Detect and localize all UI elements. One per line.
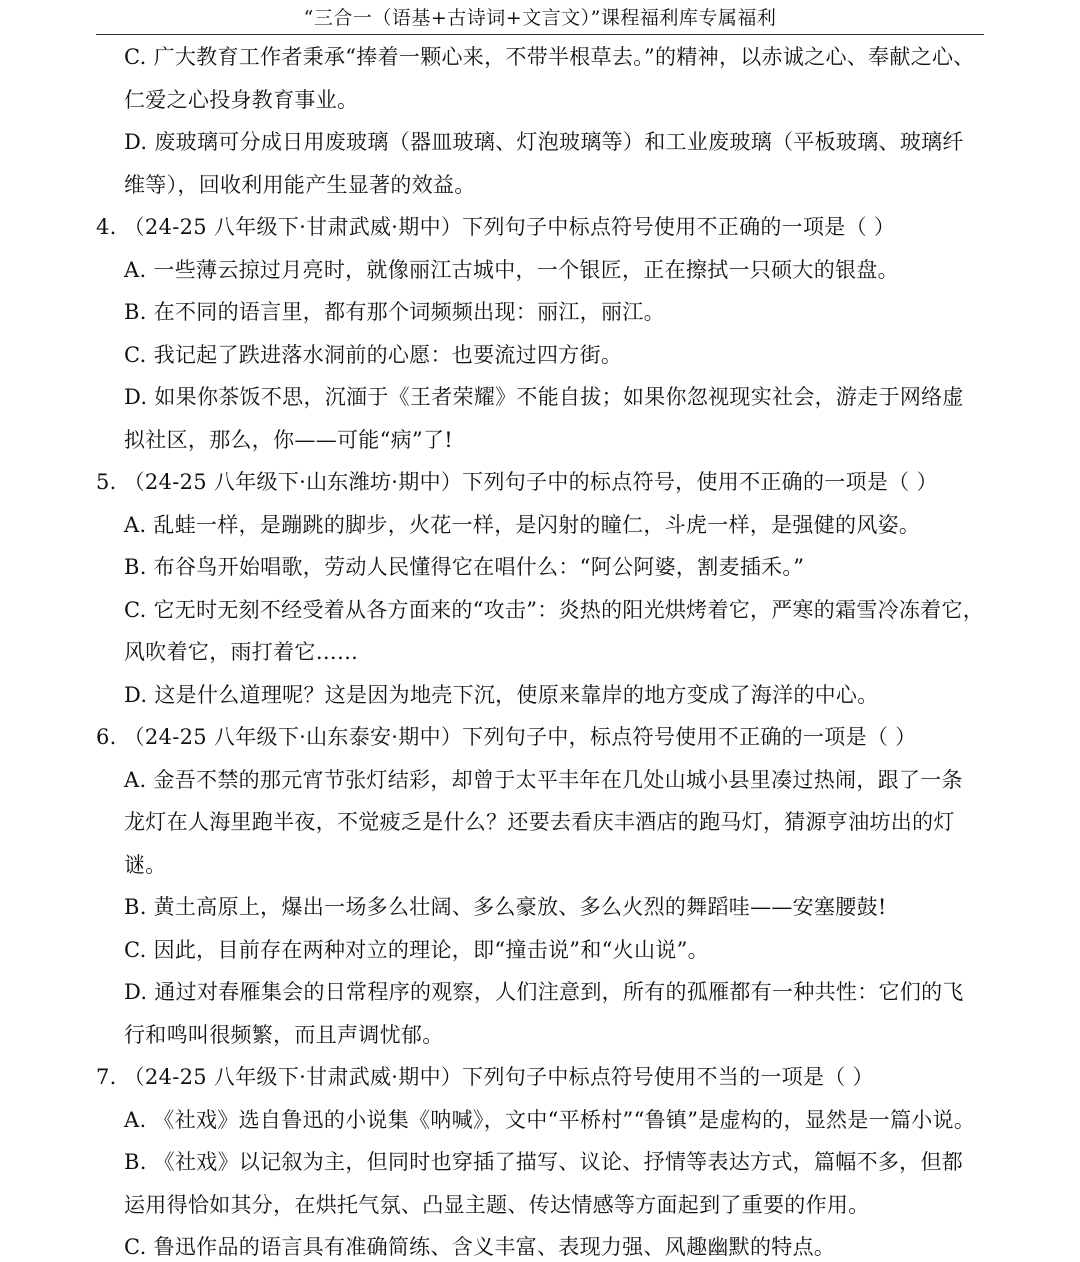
text-line: 仁爱之心投身教育事业。 xyxy=(124,88,359,112)
question-stem: 7. （24-25 八年级下·甘肃武威·期中）下列句子中标点符号使用不当的一项是（ ） xyxy=(96,1065,874,1089)
option-line: C. 因此，目前存在两种对立的理论，即“撞击说”和“火山说”。 xyxy=(124,938,709,962)
text-line: D. 废玻璃可分成日用废玻璃（器皿玻璃、灯泡玻璃等）和工业废玻璃（平板玻璃、玻璃纤 xyxy=(124,130,964,154)
option-line: C. 我记起了跌进落水洞前的心愿：也要流过四方街。 xyxy=(124,343,623,367)
option-line: C. 它无时无刻不经受着从各方面来的“攻击”：炎热的阳光烘烤着它，严寒的霜雪冷冻着它， xyxy=(124,598,985,622)
header-title: “三合一（语基+古诗词+文言文）”课程福利库专属福利 xyxy=(303,7,777,29)
option-line: D. 如果你茶饭不思，沉湎于《王者荣耀》不能自拔；如果你忽视现实社会，游走于网络虚 xyxy=(124,385,964,409)
option-line: C. 鲁迅作品的语言具有准确简练、含义丰富、表现力强、风趣幽默的特点。 xyxy=(124,1235,836,1259)
text-line: 维等），回收利用能产生显著的效益。 xyxy=(124,173,476,197)
option-line: D. 这是什么道理呢？这是因为地壳下沉，使原来靠岸的地方变成了海洋的中心。 xyxy=(124,683,879,707)
option-line: A. 一些薄云掠过月亮时，就像丽江古城中，一个银匠，正在擦拭一只硕大的银盘。 xyxy=(124,258,899,282)
option-line: 龙灯在人海里跑半夜，不觉疲乏是什么？还要去看庆丰酒店的跑马灯，猜源亨油坊出的灯 xyxy=(124,810,955,834)
option-line: A. 乱蛙一样，是蹦跳的脚步，火花一样，是闪射的瞳仁，斗虎一样，是强健的风姿。 xyxy=(124,513,921,537)
option-line: B. 黄土高原上，爆出一场多么壮阔、多么豪放、多么火烈的舞蹈哇——安塞腰鼓! xyxy=(124,895,887,919)
option-line: 拟社区，那么，你——可能“病”了! xyxy=(124,428,454,452)
question-stem: 4. （24-25 八年级下·甘肃武威·期中）下列句子中标点符号使用不正确的一项是（ ） xyxy=(96,215,896,239)
option-line: 行和鸣叫很频繁，而且声调忧郁。 xyxy=(124,1023,444,1047)
option-line: A. 金吾不禁的那元宵节张灯结彩，却曾于太平丰年在几处山城小县里凑过热闹，跟了一条 xyxy=(124,768,963,792)
page-header xyxy=(96,4,984,35)
question-stem: 5. （24-25 八年级下·山东潍坊·期中）下列句子中的标点符号，使用不正确的一项是（ ） xyxy=(96,470,938,494)
option-line: B. 在不同的语言里，都有那个词频频出现：丽江，丽江。 xyxy=(124,300,665,324)
option-line: 风吹着它，雨打着它…… xyxy=(124,640,359,664)
text-line: C. 广大教育工作者秉承“捧着一颗心来，不带半根草去。”的精神，以赤诚之心、奉献之心、 xyxy=(124,45,975,69)
option-line: A. 《社戏》选自鲁迅的小说集《呐喊》，文中“平桥村”“鲁镇”是虚构的，显然是一篇小说。 xyxy=(124,1108,976,1132)
option-line: D. 通过对春雁集会的日常程序的观察，人们注意到，所有的孤雁都有一种共性：它们的飞 xyxy=(124,980,964,1004)
option-line: B. 《社戏》以记叙为主，但同时也穿插了描写、议论、抒情等表达方式，篇幅不多，但都 xyxy=(124,1150,964,1174)
option-line: B. 布谷鸟开始唱歌，劳动人民懂得它在唱什么：“阿公阿婆，割麦插禾。” xyxy=(124,555,805,579)
option-line: 谜。 xyxy=(124,853,167,877)
question-stem: 6. （24-25 八年级下·山东泰安·期中）下列句子中，标点符号使用不正确的一项是（ ） xyxy=(96,725,917,749)
option-line: 运用得恰如其分，在烘托气氛、凸显主题、传达情感等方面起到了重要的作用。 xyxy=(124,1193,870,1217)
